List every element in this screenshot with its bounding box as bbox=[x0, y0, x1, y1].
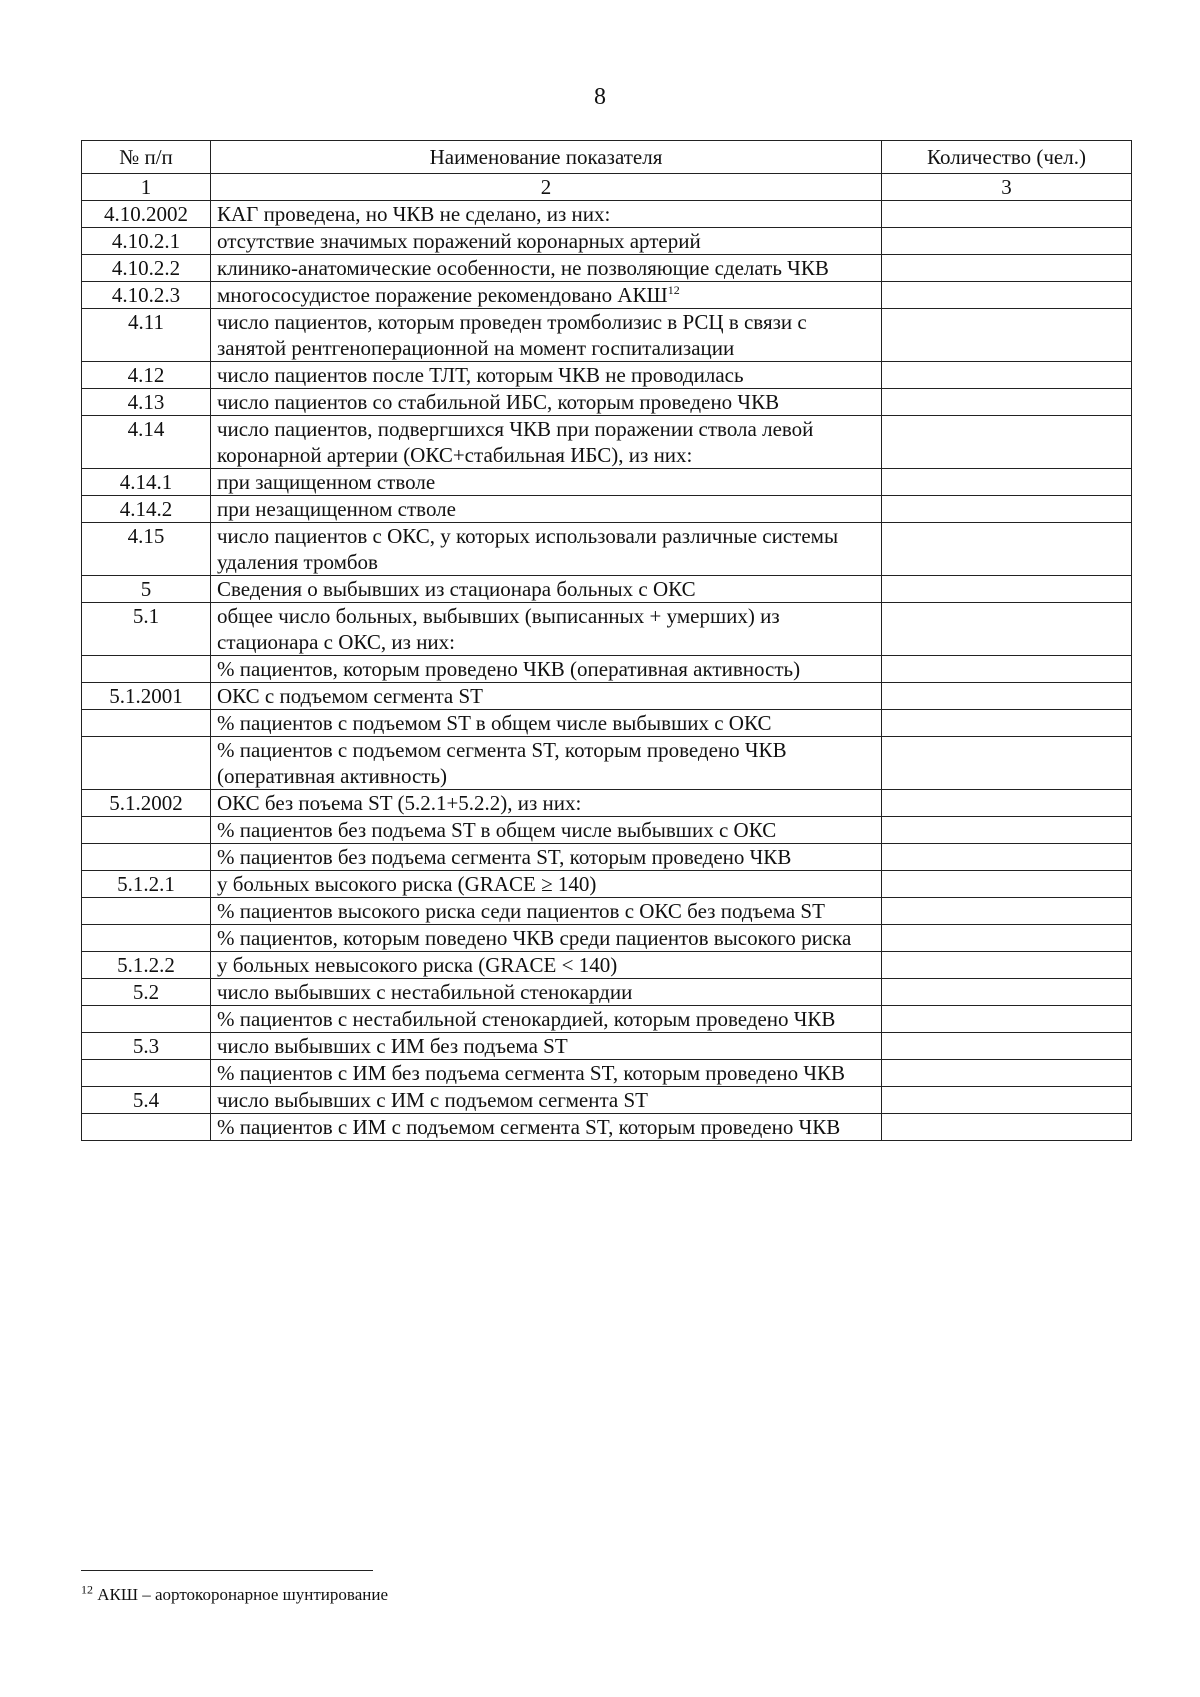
row-quantity-cell bbox=[882, 1060, 1132, 1087]
row-number bbox=[82, 844, 211, 871]
indicator-text: % пациентов, которым поведено ЧКВ среди пациентов высокого риска bbox=[217, 926, 852, 950]
row-number: 4.15 bbox=[82, 523, 211, 576]
table-row bbox=[82, 282, 1132, 309]
row-indicator-name bbox=[211, 979, 882, 1006]
row-indicator-name bbox=[211, 201, 882, 228]
footnote bbox=[81, 1584, 388, 1606]
table-row bbox=[82, 790, 1132, 817]
row-indicator-name bbox=[211, 952, 882, 979]
table-row bbox=[82, 309, 1132, 362]
row-quantity-cell bbox=[882, 790, 1132, 817]
row-quantity-cell bbox=[882, 683, 1132, 710]
column-index: 1 bbox=[82, 174, 211, 201]
table-row bbox=[82, 389, 1132, 416]
table-row bbox=[82, 228, 1132, 255]
indicator-text: число выбывших с нестабильной стенокардии bbox=[217, 980, 633, 1004]
indicator-text: % пациентов без подъема ST в общем числе выбывших с ОКС bbox=[217, 818, 777, 842]
row-indicator-name bbox=[211, 282, 882, 309]
table-row bbox=[82, 362, 1132, 389]
indicator-text: число выбывших с ИМ с подъемом сегмента ST bbox=[217, 1088, 648, 1112]
row-indicator-name bbox=[211, 228, 882, 255]
row-number bbox=[82, 737, 211, 790]
row-quantity-cell bbox=[882, 737, 1132, 790]
row-number: 4.10.2.3 bbox=[82, 282, 211, 309]
row-quantity-cell bbox=[882, 1087, 1132, 1114]
row-indicator-name bbox=[211, 817, 882, 844]
row-quantity-cell bbox=[882, 416, 1132, 469]
row-number: 5.4 bbox=[82, 1087, 211, 1114]
row-number: 4.11 bbox=[82, 309, 211, 362]
row-indicator-name bbox=[211, 309, 882, 362]
row-number: 5.3 bbox=[82, 1033, 211, 1060]
row-indicator-name bbox=[211, 871, 882, 898]
row-quantity-cell bbox=[882, 817, 1132, 844]
row-quantity-cell bbox=[882, 603, 1132, 656]
row-indicator-name bbox=[211, 389, 882, 416]
row-number: 4.14.1 bbox=[82, 469, 211, 496]
row-indicator-name bbox=[211, 523, 882, 576]
indicator-text: отсутствие значимых поражений коронарных артерий bbox=[217, 229, 701, 253]
indicator-text: при незащищенном стволе bbox=[217, 497, 456, 521]
indicator-text: число пациентов, подвергшихся ЧКВ при поражении ствола левой коронарной артерии (ОКС+стабильная ИБС), из них: bbox=[217, 417, 814, 467]
row-number: 4.12 bbox=[82, 362, 211, 389]
row-number: 5.1.2001 bbox=[82, 683, 211, 710]
row-number: 5.1.2.1 bbox=[82, 871, 211, 898]
row-quantity-cell bbox=[882, 282, 1132, 309]
table-row bbox=[82, 201, 1132, 228]
row-quantity-cell bbox=[882, 979, 1132, 1006]
row-quantity-cell bbox=[882, 469, 1132, 496]
table-row bbox=[82, 952, 1132, 979]
footnote-divider bbox=[81, 1570, 373, 1571]
header-quantity: Количество (чел.) bbox=[882, 141, 1132, 174]
indicator-text: число пациентов после ТЛТ, которым ЧКВ не проводилась bbox=[217, 363, 744, 387]
column-index: 3 bbox=[882, 174, 1132, 201]
indicator-text: число пациентов со стабильной ИБС, которым проведено ЧКВ bbox=[217, 390, 780, 414]
row-number: 5.1.2.2 bbox=[82, 952, 211, 979]
row-quantity-cell bbox=[882, 255, 1132, 282]
indicator-text: КАГ проведена, но ЧКВ не сделано, из них: bbox=[217, 202, 611, 226]
indicator-text: общее число больных, выбывших (выписанных + умерших) из стационара с ОКС, из них: bbox=[217, 604, 780, 654]
table-row bbox=[82, 925, 1132, 952]
row-number bbox=[82, 656, 211, 683]
indicators-table bbox=[81, 140, 1132, 1141]
row-indicator-name bbox=[211, 362, 882, 389]
row-indicator-name bbox=[211, 416, 882, 469]
row-quantity-cell bbox=[882, 925, 1132, 952]
row-quantity-cell bbox=[882, 201, 1132, 228]
row-number: 5.1 bbox=[82, 603, 211, 656]
table-row bbox=[82, 737, 1132, 790]
table-row bbox=[82, 898, 1132, 925]
column-index: 2 bbox=[211, 174, 882, 201]
table-row bbox=[82, 496, 1132, 523]
row-quantity-cell bbox=[882, 1006, 1132, 1033]
indicator-text: % пациентов высокого риска седи пациентов с ОКС без подъема ST bbox=[217, 899, 825, 923]
row-indicator-name bbox=[211, 1060, 882, 1087]
indicator-text: число пациентов с ОКС, у которых использовали различные системы удаления тромбов bbox=[217, 524, 839, 574]
row-number bbox=[82, 898, 211, 925]
page-number: 8 bbox=[594, 84, 606, 110]
indicator-text: % пациентов с нестабильной стенокардией, которым проведено ЧКВ bbox=[217, 1007, 836, 1031]
row-indicator-name bbox=[211, 925, 882, 952]
table-row bbox=[82, 1060, 1132, 1087]
table-row bbox=[82, 523, 1132, 576]
row-number: 4.14.2 bbox=[82, 496, 211, 523]
row-indicator-name bbox=[211, 1033, 882, 1060]
indicator-text: % пациентов с подъемом сегмента ST, которым проведено ЧКВ (оперативная активность) bbox=[217, 738, 787, 788]
row-number bbox=[82, 710, 211, 737]
row-quantity-cell bbox=[882, 1114, 1132, 1141]
row-quantity-cell bbox=[882, 523, 1132, 576]
row-quantity-cell bbox=[882, 309, 1132, 362]
row-quantity-cell bbox=[882, 871, 1132, 898]
row-indicator-name bbox=[211, 576, 882, 603]
table-row bbox=[82, 1006, 1132, 1033]
header-number: № п/п bbox=[82, 141, 211, 174]
row-quantity-cell bbox=[882, 389, 1132, 416]
indicator-text: число выбывших с ИМ без подъема ST bbox=[217, 1034, 568, 1058]
indicator-text: % пациентов с ИМ без подъема сегмента ST, которым проведено ЧКВ bbox=[217, 1061, 845, 1085]
column-index-row bbox=[82, 174, 1132, 201]
row-quantity-cell bbox=[882, 496, 1132, 523]
table-row bbox=[82, 1087, 1132, 1114]
row-number: 4.13 bbox=[82, 389, 211, 416]
row-indicator-name bbox=[211, 603, 882, 656]
header-indicator-name: Наименование показателя bbox=[211, 141, 882, 174]
table-row bbox=[82, 576, 1132, 603]
indicator-text: у больных невысокого риска (GRACE < 140) bbox=[217, 953, 618, 977]
indicator-text: % пациентов с ИМ с подъемом сегмента ST, которым проведено ЧКВ bbox=[217, 1115, 841, 1139]
indicator-text: многососудистое поражение рекомендовано АКШ bbox=[217, 283, 668, 307]
row-number: 5 bbox=[82, 576, 211, 603]
row-indicator-name bbox=[211, 469, 882, 496]
row-indicator-name bbox=[211, 898, 882, 925]
table-row bbox=[82, 255, 1132, 282]
table-row bbox=[82, 871, 1132, 898]
row-number: 4.10.2002 bbox=[82, 201, 211, 228]
row-indicator-name bbox=[211, 1087, 882, 1114]
row-indicator-name bbox=[211, 683, 882, 710]
table-row bbox=[82, 979, 1132, 1006]
row-indicator-name bbox=[211, 737, 882, 790]
footnote-mark: 12 bbox=[81, 1582, 93, 1597]
row-number bbox=[82, 817, 211, 844]
row-quantity-cell bbox=[882, 710, 1132, 737]
indicator-text: % пациентов без подъема сегмента ST, которым проведено ЧКВ bbox=[217, 845, 792, 869]
row-number bbox=[82, 1060, 211, 1087]
table-row bbox=[82, 1114, 1132, 1141]
table-row bbox=[82, 469, 1132, 496]
row-number: 5.2 bbox=[82, 979, 211, 1006]
row-indicator-name bbox=[211, 844, 882, 871]
row-indicator-name bbox=[211, 656, 882, 683]
row-quantity-cell bbox=[882, 952, 1132, 979]
row-number bbox=[82, 925, 211, 952]
row-quantity-cell bbox=[882, 844, 1132, 871]
indicator-text: клинико-анатомические особенности, не позволяющие сделать ЧКВ bbox=[217, 256, 829, 280]
row-quantity-cell bbox=[882, 898, 1132, 925]
header-row bbox=[82, 141, 1132, 174]
table-row bbox=[82, 1033, 1132, 1060]
row-number bbox=[82, 1114, 211, 1141]
row-number: 4.10.2.2 bbox=[82, 255, 211, 282]
footnote-reference: 12 bbox=[667, 283, 680, 297]
table-row bbox=[82, 416, 1132, 469]
row-number: 4.14 bbox=[82, 416, 211, 469]
row-number: 4.10.2.1 bbox=[82, 228, 211, 255]
table-row bbox=[82, 683, 1132, 710]
row-indicator-name bbox=[211, 790, 882, 817]
row-indicator-name bbox=[211, 496, 882, 523]
row-quantity-cell bbox=[882, 228, 1132, 255]
indicator-text: % пациентов с подъемом ST в общем числе выбывших с ОКС bbox=[217, 711, 772, 735]
row-quantity-cell bbox=[882, 656, 1132, 683]
indicator-text: у больных высокого риска (GRACE ≥ 140) bbox=[217, 872, 597, 896]
row-quantity-cell bbox=[882, 362, 1132, 389]
table-row bbox=[82, 817, 1132, 844]
row-quantity-cell bbox=[882, 1033, 1132, 1060]
indicator-text: ОКС с подъемом сегмента ST bbox=[217, 684, 483, 708]
table-row bbox=[82, 710, 1132, 737]
row-indicator-name bbox=[211, 255, 882, 282]
row-number bbox=[82, 1006, 211, 1033]
table-row bbox=[82, 844, 1132, 871]
row-indicator-name bbox=[211, 710, 882, 737]
table-row bbox=[82, 603, 1132, 656]
table-row bbox=[82, 656, 1132, 683]
indicator-text: % пациентов, которым проведено ЧКВ (оперативная активность) bbox=[217, 657, 801, 681]
row-indicator-name bbox=[211, 1114, 882, 1141]
row-number: 5.1.2002 bbox=[82, 790, 211, 817]
indicator-text: ОКС без поъема ST (5.2.1+5.2.2), из них: bbox=[217, 791, 582, 815]
indicator-text: число пациентов, которым проведен тромболизис в РСЦ в связи с занятой рентгеноперационной на момент госпитализации bbox=[217, 310, 807, 360]
row-indicator-name bbox=[211, 1006, 882, 1033]
row-quantity-cell bbox=[882, 576, 1132, 603]
indicator-text: Сведения о выбывших из стационара больных с ОКС bbox=[217, 577, 696, 601]
footnote-text: АКШ – аортокоронарное шунтирование bbox=[97, 1585, 388, 1604]
indicator-text: при защищенном стволе bbox=[217, 470, 436, 494]
